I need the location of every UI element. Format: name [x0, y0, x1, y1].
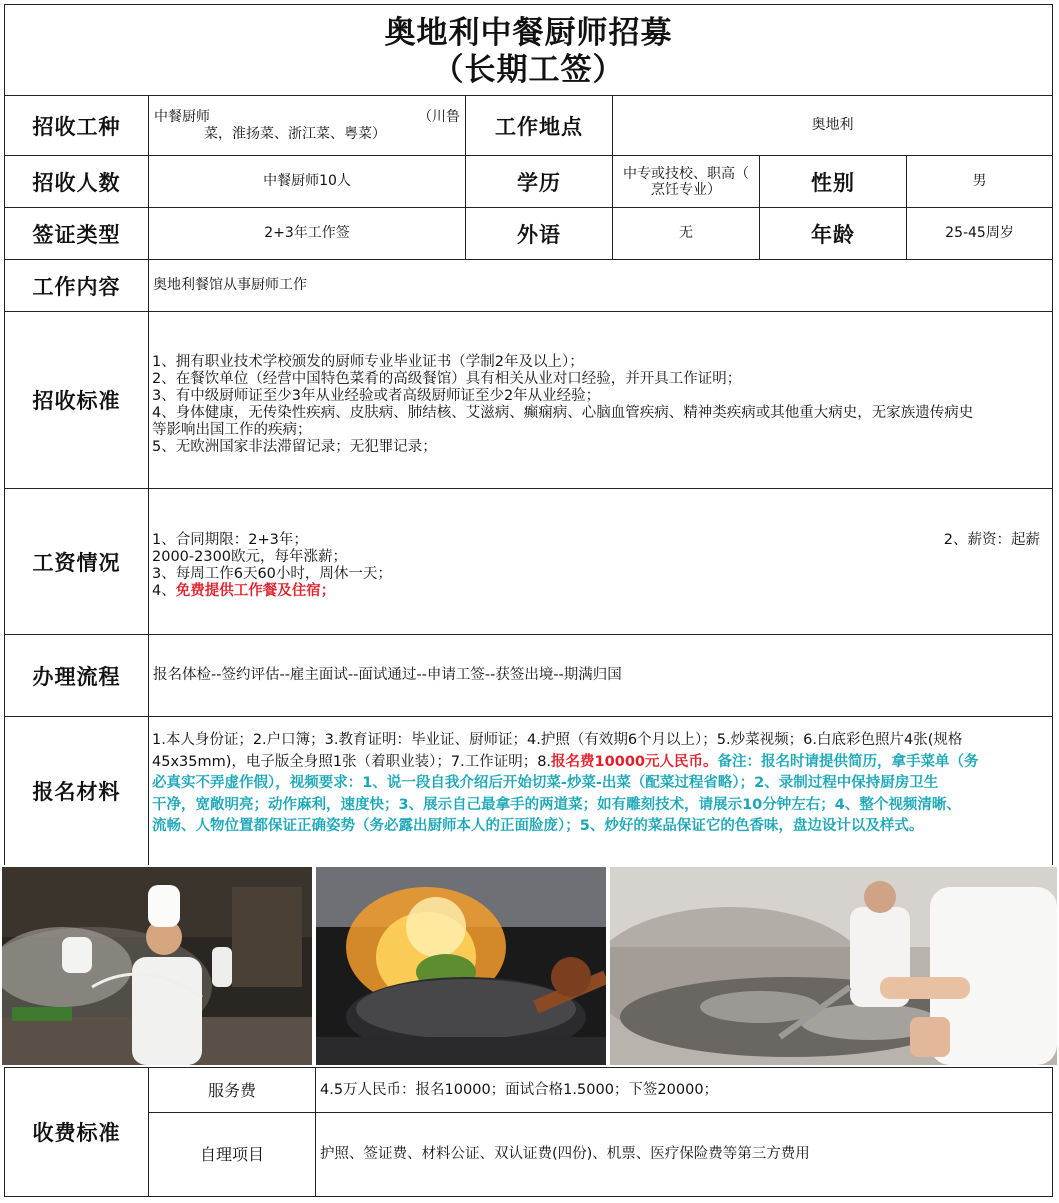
value-location: 奥地利 [612, 95, 1053, 156]
title-line-1: 奥地利中餐厨师招募 [384, 15, 673, 51]
label-standards: 招收标准 [4, 311, 149, 489]
value-service-fee: 4.5万人民币：报名10000；面试合格1.5000；下签20000； [315, 1067, 1053, 1113]
value-language: 无 [612, 207, 760, 260]
value-standards [148, 311, 1053, 489]
standards-line: 等影响出国工作的疾病； [152, 422, 312, 438]
job-type-line-1a: 中餐厨师 [154, 108, 210, 125]
materials-line-2a: 45x35mm)，电子版全身照1张（着职业装）；7.工作证明；8. [152, 753, 552, 770]
value-content: 奥地利餐馆从事厨师工作 [148, 259, 1053, 312]
salary-line-1b: 2、薪资：起薪 [943, 531, 1040, 548]
education-line-2: 烹饪专业） [651, 181, 721, 198]
materials-line-1: 1.本人身份证；2.户口簿；3.教育证明：毕业证、厨师证；4.护照（有效期6个月以上）；5.炒菜视频；6.白底彩色照片4张(规格 [152, 732, 963, 749]
label-location: 工作地点 [465, 95, 613, 156]
standards-line: 3、有中级厨师证至少3年从业经验或者高级厨师证至少2年从业经验； [152, 388, 601, 404]
job-type-line-1b: （川鲁 [418, 108, 460, 125]
value-self-pay: 护照、签证费、材料公证、双认证费(四份)、机票、医疗保险费等第三方费用 [315, 1112, 1053, 1197]
poster-title [4, 4, 1053, 96]
label-age: 年龄 [759, 207, 907, 260]
salary-line-2: 2000-2300欧元，每年涨薪； [152, 548, 348, 565]
value-materials [148, 716, 1053, 866]
label-visa: 签证类型 [4, 207, 149, 260]
standards-line: 4、身体健康，无传染性疾病、皮肤病、肺结核、艾滋病、癫痫病、心脑血管疾病、精神类疾病或其他重大病史，无家族遗传病史 [152, 405, 974, 421]
label-service-fee: 服务费 [148, 1067, 316, 1113]
materials-fee-highlight: 报名费10000元人民币。 [551, 753, 718, 770]
salary-line-3: 3、每周工作6天60小时，周休一天； [152, 565, 392, 582]
standards-line: 1、拥有职业技术学校颁发的厨师专业毕业证书（学制2年及以上）； [152, 354, 584, 370]
salary-line-1a: 1、合同期限：2+3年； [152, 531, 308, 548]
label-content: 工作内容 [4, 259, 149, 312]
standards-line: 2、在餐饮单位（经营中国特色菜肴的高级餐馆）具有相关从业对口经验，并开具工作证明； [152, 371, 742, 387]
salary-benefits-highlight: 免费提供工作餐及住宿； [175, 582, 336, 599]
label-self-pay: 自理项目 [148, 1112, 316, 1197]
value-salary [148, 488, 1053, 635]
value-process: 报名体检--签约评估--雇主面试--面试通过--申请工签--获签出境--期满归国 [148, 634, 1053, 717]
label-materials: 报名材料 [4, 716, 149, 866]
chef-photo-1 [2, 867, 312, 1065]
salary-line-4a: 4、 [152, 582, 176, 599]
chef-photo-3 [610, 867, 1057, 1065]
value-gender: 男 [906, 155, 1053, 208]
job-type-line-2: 菜，淮扬菜、浙江菜、粤菜） [204, 125, 386, 142]
value-education [612, 155, 760, 208]
value-visa: 2+3年工作签 [148, 207, 466, 260]
label-gender: 性别 [759, 155, 907, 208]
photo-strip [0, 865, 1059, 1068]
materials-note-highlight: 备注：报名时请提供简历，拿手菜单（务 [717, 753, 979, 770]
value-job-type [148, 95, 466, 156]
label-education: 学历 [465, 155, 613, 208]
label-process: 办理流程 [4, 634, 149, 717]
label-language: 外语 [465, 207, 613, 260]
materials-line-5: 流畅、人物位置都保证正确姿势（务必露出厨师本人的正面脸庞）；5、炒好的菜品保证它的色香味，盘边设计以及样式。 [152, 818, 924, 835]
value-age: 25-45周岁 [906, 207, 1053, 260]
materials-line-2 [152, 752, 979, 774]
materials-line-3: 必真实不弄虚作假），视频要求：1、说一段自我介绍后开始切菜-炒菜-出菜（配菜过程省略）；2、录制过程中保持厨房卫生 [152, 775, 939, 792]
label-salary: 工资情况 [4, 488, 149, 635]
chef-photo-2 [316, 867, 606, 1065]
standards-line: 5、无欧洲国家非法滞留记录；无犯罪记录； [152, 439, 437, 455]
education-line-1: 中专或技校、职高（ [623, 165, 749, 182]
label-job-type: 招收工种 [4, 95, 149, 156]
label-count: 招收人数 [4, 155, 149, 208]
materials-line-4: 干净，宽敞明亮；动作麻利，速度快；3、展示自己最拿手的两道菜；如有雕刻技术，请展示10分钟左右；4、整个视频清晰、 [152, 796, 961, 813]
value-count: 中餐厨师10人 [148, 155, 466, 208]
label-fees: 收费标准 [4, 1067, 149, 1197]
title-line-2: （长期工签） [432, 52, 625, 88]
